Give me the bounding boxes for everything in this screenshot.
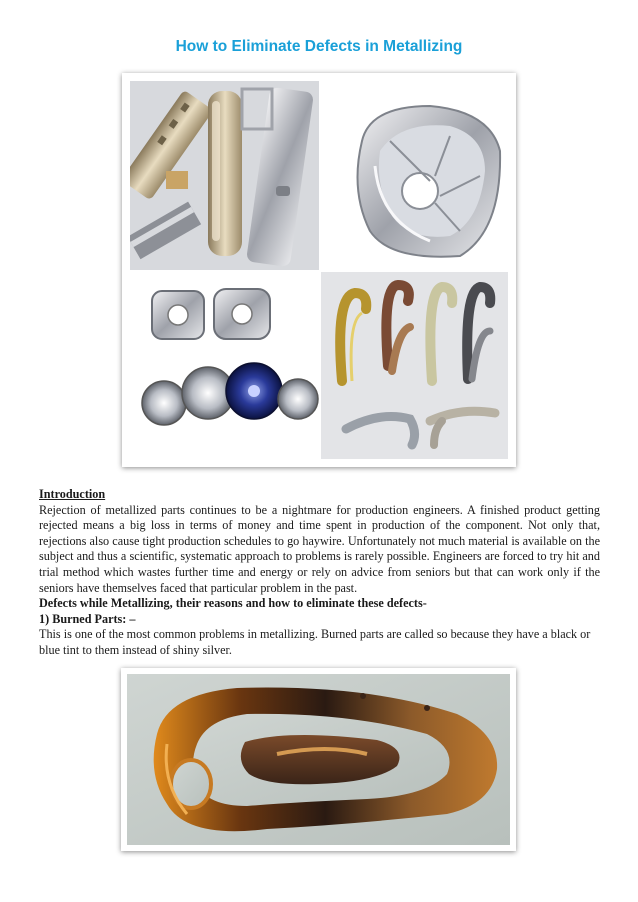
burned-part-photo	[121, 668, 516, 851]
collage-panel-handles	[320, 271, 508, 459]
page-title: How to Eliminate Defects in Metallizing	[175, 38, 463, 55]
metallized-parts-collage	[122, 73, 516, 467]
collage-panel-headlamps	[130, 271, 320, 459]
collage-panel-silver-reflector	[320, 81, 508, 271]
introduction-heading: Introduction	[39, 487, 106, 501]
burned-parts-heading: 1) Burned Parts: –	[39, 611, 136, 626]
burned-part-illustration	[127, 674, 522, 857]
burned-parts-paragraph: This is one of the most common problems in metallizing. Burned parts are called so because they have a black or blue tint to them instead of shiny silver.	[39, 627, 591, 657]
introduction-paragraph: Rejection of metallized parts continues to be a nightmare for production engineers. A finished product getting rejected means a big loss in terms of money and time spent in production of the component. Not only that, rejections also cause tight production schedules to go haywire. Unfortunately not much material is available on the subject and thus a scientific, systematic approach to problems is rarely possible. Engineers are forced to try hit and trial method which wastes further time and energy or rely on advice from seniors but that can work only if the seniors have themselves faced that particular problem in the past.	[39, 502, 600, 595]
defects-heading: Defects while Metallizing, their reasons and how to eliminate these defects-	[39, 596, 427, 611]
article-body	[39, 487, 600, 659]
collage-panel-gold-parts	[130, 81, 320, 271]
